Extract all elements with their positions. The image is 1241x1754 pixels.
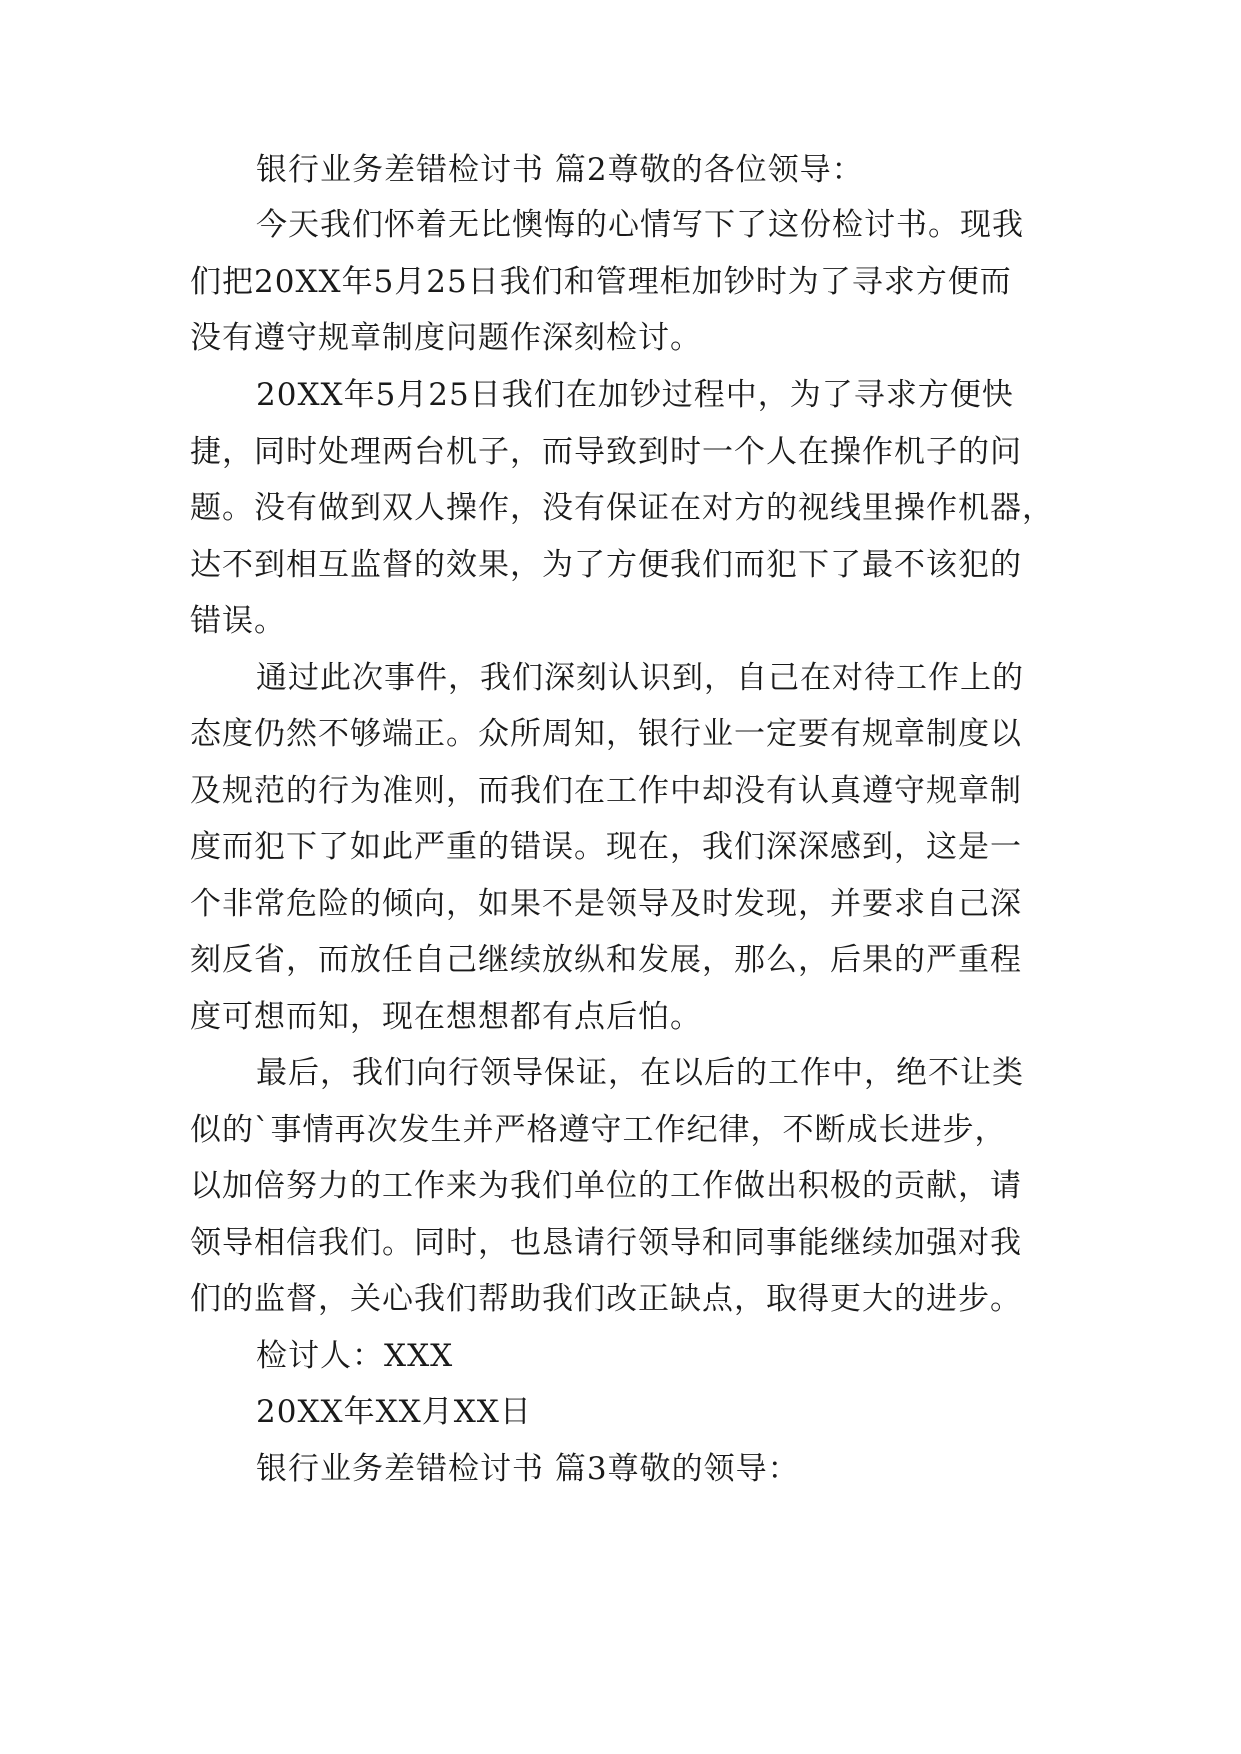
paragraph-line: 最后，我们向行领导保证，在以后的工作中，绝不让类 — [256, 1055, 1024, 1091]
paragraph-line: 捷，同时处理两台机子，而导致到时一个人在操作机子的问 — [190, 434, 1022, 470]
paragraph-line: 度可想而知，现在想想都有点后怕。 — [190, 999, 702, 1035]
paragraph-line: 们把20XX年5月25日我们和管理柜加钞时为了寻求方便而 — [190, 264, 1012, 300]
paragraph-line: 通过此次事件，我们深刻认识到，自己在对待工作上的 — [256, 660, 1024, 696]
paragraph-line: 们的监督，关心我们帮助我们改正缺点，取得更大的进步。 — [190, 1281, 1022, 1317]
paragraph-line: 刻反省，而放任自己继续放纵和发展，那么，后果的严重程 — [190, 942, 1022, 978]
section-heading-3: 银行业务差错检讨书 篇3尊敬的领导： — [256, 1451, 800, 1487]
paragraph-line: 态度仍然不够端正。众所周知，银行业一定要有规章制度以 — [190, 716, 1022, 752]
paragraph-line: 以加倍努力的工作来为我们单位的工作做出积极的贡献，请 — [190, 1168, 1022, 1204]
paragraph-line: 个非常危险的倾向，如果不是领导及时发现，并要求自己深 — [190, 886, 1022, 922]
paragraph-line: 错误。 — [190, 603, 286, 639]
section-heading-2: 银行业务差错检讨书 篇2尊敬的各位领导： — [256, 152, 864, 188]
date-line: 20XX年XX月XX日 — [256, 1394, 532, 1430]
signatory-line: 检讨人：XXX — [256, 1338, 454, 1374]
paragraph-line: 领导相信我们。同时，也恳请行领导和同事能继续加强对我 — [190, 1225, 1022, 1261]
paragraph-line: 20XX年5月25日我们在加钞过程中，为了寻求方便快 — [256, 377, 1014, 413]
paragraph-line: 达不到相互监督的效果，为了方便我们而犯下了最不该犯的 — [190, 547, 1022, 583]
paragraph-line: 没有遵守规章制度问题作深刻检讨。 — [190, 320, 702, 356]
paragraph-line: 及规范的行为准则，而我们在工作中却没有认真遵守规章制 — [190, 773, 1022, 809]
paragraph-line: 似的`事情再次发生并严格遵守工作纪律，不断成长进步， — [190, 1112, 1007, 1148]
paragraph-line: 度而犯下了如此严重的错误。现在，我们深深感到，这是一 — [190, 829, 1022, 865]
paragraph-line: 题。没有做到双人操作，没有保证在对方的视线里操作机器， — [190, 490, 1054, 526]
paragraph-line: 今天我们怀着无比懊悔的心情写下了这份检讨书。现我 — [256, 207, 1024, 243]
